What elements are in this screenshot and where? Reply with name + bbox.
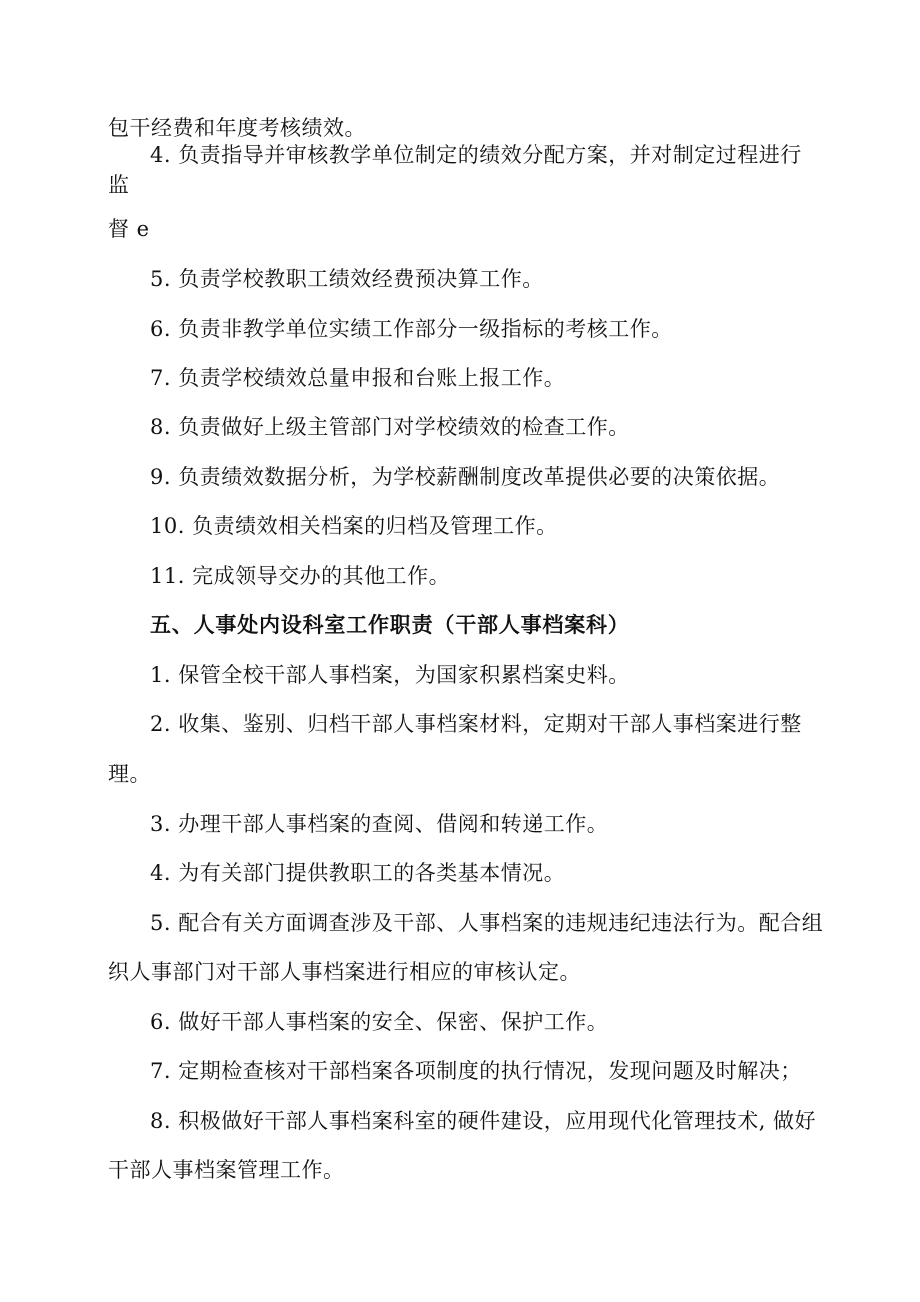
list-item: 8. 负责做好上级主管部门对学校绩效的检查工作。 <box>150 415 630 439</box>
list-item: 6. 做好干部人事档案的安全、保密、保护工作。 <box>150 1010 609 1034</box>
text-line: 织人事部门对干部人事档案进行相应的审核认定。 <box>108 960 581 984</box>
list-item: 5. 配合有关方面调查涉及干部、人事档案的违规违纪违法行为。配合组 <box>150 911 824 935</box>
list-item: 4. 为有关部门提供教职工的各类基本情况。 <box>150 861 566 885</box>
list-item: 2. 收集、鉴别、归档干部人事档案材料，定期对干部人事档案进行整 <box>150 712 802 736</box>
text-line: 包干经费和年度考核绩效。 <box>108 116 366 140</box>
text-line: 理。 <box>108 762 151 786</box>
list-item: 7. 定期检查核对干部档案各项制度的执行情况，发现问题及时解决； <box>150 1059 802 1083</box>
list-item: 8. 积极做好干部人事档案科室的硬件建设，应用现代化管理技术, 做好 <box>150 1109 817 1133</box>
list-item: 4. 负责指导并审核教学单位制定的绩效分配方案，并对制定过程进行 <box>150 143 802 167</box>
text-line: 干部人事档案管理工作。 <box>108 1158 345 1182</box>
text-line: 督 e <box>108 217 150 241</box>
list-item: 5. 负责学校教职工绩效经费预决算工作。 <box>150 267 544 291</box>
list-item: 6. 负责非教学单位实绩工作部分一级指标的考核工作。 <box>150 317 673 341</box>
list-item: 9. 负责绩效数据分析，为学校薪酬制度改革提供必要的决策依据。 <box>150 465 781 489</box>
list-item: 11. 完成领导交办的其他工作。 <box>150 564 451 588</box>
list-item: 1. 保管全校干部人事档案，为国家积累档案史料。 <box>150 663 630 687</box>
section-heading: 五、人事处内设科室工作职责（干部人事档案科） <box>150 613 630 637</box>
list-item: 7. 负责学校绩效总量申报和台账上报工作。 <box>150 366 566 390</box>
list-item: 10. 负责绩效相关档案的归档及管理工作。 <box>150 514 558 538</box>
list-item: 3. 办理干部人事档案的查阅、借阅和转递工作。 <box>150 812 609 836</box>
text-line: 监 <box>108 173 130 197</box>
